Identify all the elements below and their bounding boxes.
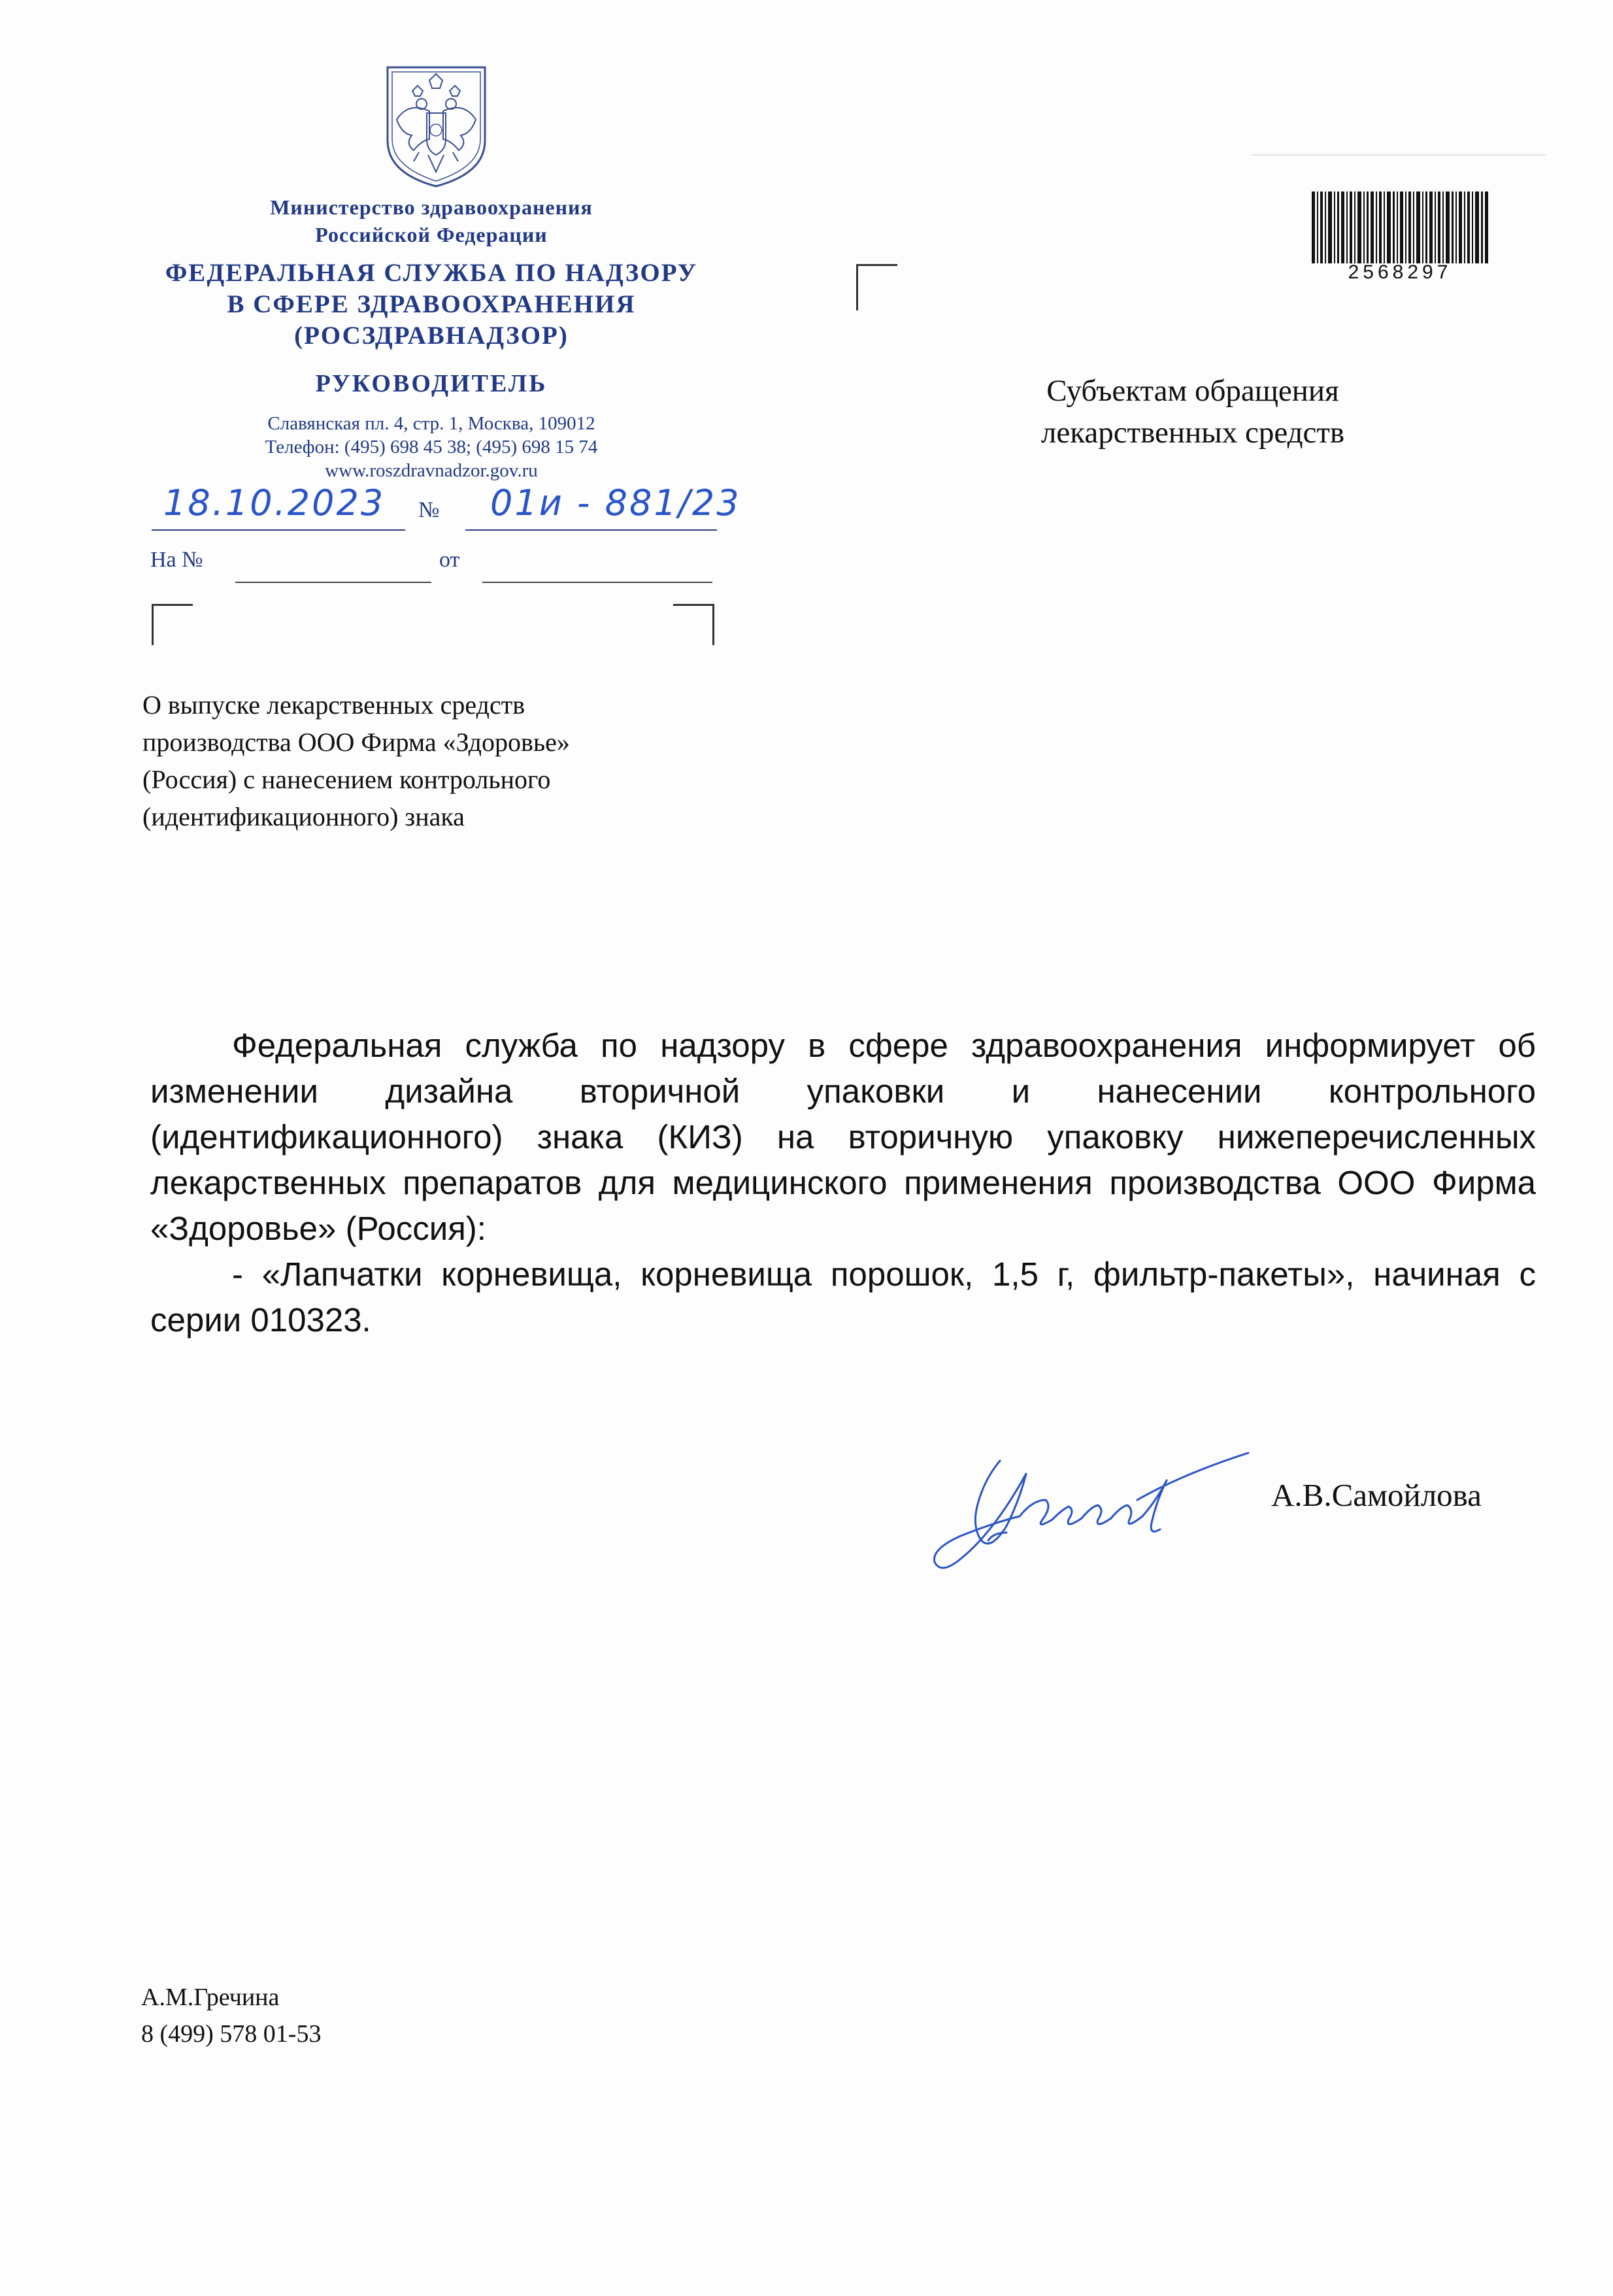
subject-corner-left <box>152 604 193 645</box>
header-rule <box>1252 154 1546 156</box>
addressee-corner <box>856 264 897 310</box>
service-line-3: (РОСЗДРАВНАДЗОР) <box>294 322 569 350</box>
letter-subject <box>142 686 783 835</box>
ministry-name <box>176 193 686 248</box>
ot-label: от <box>439 548 460 572</box>
double-headed-eagle-emblem-icon <box>382 62 490 190</box>
body-list-item: - «Лапчатки корневища, корневища порошок, 1,5 г, фильтр-пакеты», начиная с серии 010323. <box>150 1256 1536 1339</box>
executor-phone: 8 (499) 578 01-53 <box>141 2020 322 2048</box>
date-underline <box>152 529 405 531</box>
head-title: РУКОВОДИТЕЛЬ <box>315 370 548 397</box>
addressee-line-2: лекарственных средств <box>1040 416 1345 450</box>
registration-date: 18.10.2023 <box>163 482 386 524</box>
registration-number: 01и - 881/23 <box>490 482 741 524</box>
subject-corner-right <box>673 604 714 645</box>
letter-body <box>150 1023 1536 1343</box>
addressee-line-1: Субъектам обращения <box>1046 374 1339 408</box>
phone: Телефон: (495) 698 45 38; (495) 698 15 74 <box>265 437 598 458</box>
addressee <box>984 370 1402 454</box>
address: Славянская пл. 4, стр. 1, Москва, 109012 <box>267 413 595 434</box>
executor-block <box>141 1979 321 2052</box>
website-link[interactable]: www.roszdravnadzor.gov.ru <box>325 460 538 481</box>
subject-line-1: О выпуске лекарственных средств <box>142 690 525 720</box>
number-underline <box>465 529 717 531</box>
subject-line-2: производства ООО Фирма «Здоровье» <box>142 727 570 757</box>
number-sign-label: № <box>418 498 440 522</box>
service-name <box>131 258 732 352</box>
contact-block <box>170 412 693 482</box>
handwritten-signature-icon <box>922 1402 1274 1585</box>
subject-line-4: (идентификационного) знака <box>142 802 465 831</box>
ministry-line-1: Министерство здравоохранения <box>270 195 593 219</box>
subject-line-3: (Россия) с нанесением контрольного <box>142 765 551 794</box>
signer-name: А.В.Самойлова <box>1271 1477 1482 1513</box>
ot-underline <box>482 582 712 583</box>
executor-name: А.М.Гречина <box>141 1984 280 2011</box>
na-label: На № <box>150 548 203 572</box>
na-underline <box>235 582 431 583</box>
ministry-line-2: Российской Федерации <box>315 223 548 246</box>
barcode-icon <box>1312 191 1488 263</box>
service-line-1: ФЕДЕРАЛЬНАЯ СЛУЖБА ПО НАДЗОРУ <box>165 259 698 287</box>
body-paragraph: Федеральная служба по надзору в сфере здравоохранения информирует об изменении дизайна вторичной упаковки и нанесении контрольного (идентификационного) знака (КИЗ) на вторичную упаковку нижеперечисленных лекарственных препаратов для медицинского применения производства ООО Фирма «Здоровье» (Россия): <box>150 1027 1536 1247</box>
service-line-2: В СФЕРЕ ЗДРАВООХРАНЕНИЯ <box>227 290 636 318</box>
barcode-number: 2568297 <box>1348 261 1452 283</box>
